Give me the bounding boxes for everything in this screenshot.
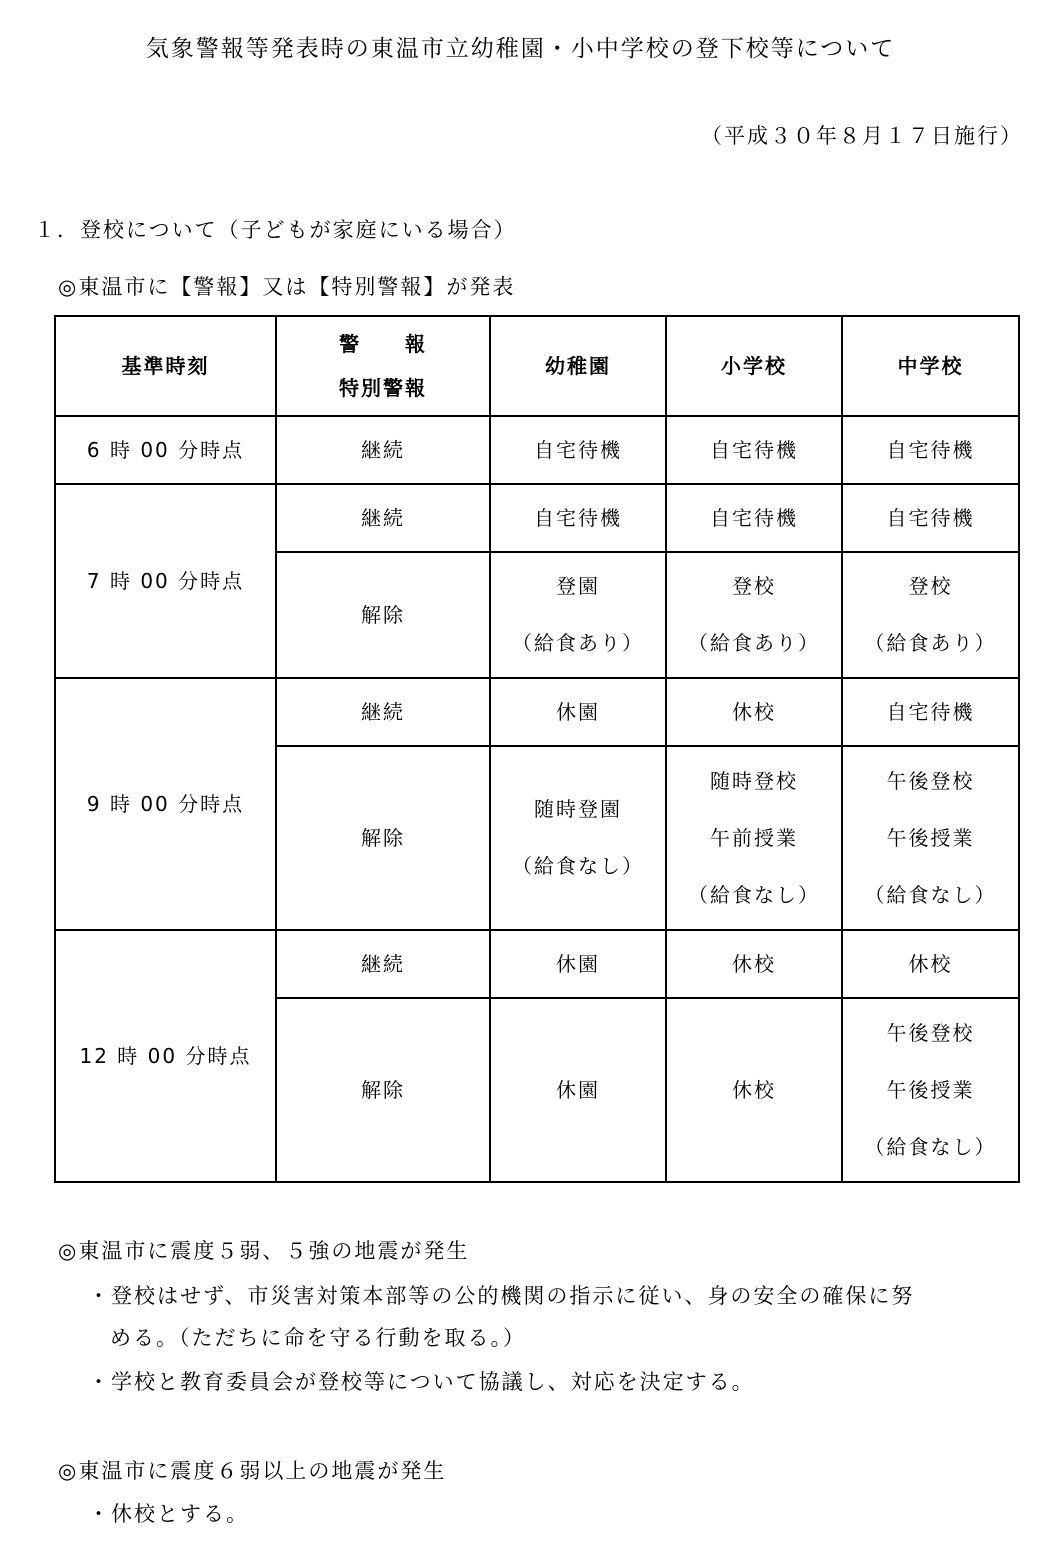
time-cell: 6 時 00 分時点 (55, 416, 276, 484)
elementary-cell: 自宅待機 (666, 416, 842, 484)
kindergarten-cell: 自宅待機 (490, 484, 666, 552)
cell-line: 随時登校 (710, 768, 798, 793)
cell-line: 午後授業 (886, 1077, 975, 1102)
cell-line: （給食あり） (512, 631, 644, 655)
status-cell: 解除 (276, 552, 490, 678)
elementary-cell: 休校 (666, 930, 842, 998)
cell-line: （給食あり） (864, 631, 997, 655)
section-heading: １．登校について（子どもが家庭にいる場合） (34, 218, 517, 242)
cell-line: 午後登校 (886, 1020, 975, 1045)
effective-date: （平成３０年８月１７日施行） (701, 124, 1023, 148)
cell-line: 随時登園 (534, 797, 622, 821)
earthquake6-heading: ◎東温市に震度６弱以上の地震が発生 (58, 1459, 447, 1483)
cell-line: 登園 (556, 574, 600, 598)
kindergarten-cell: 休園 (490, 930, 666, 998)
status-cell: 継続 (276, 930, 490, 998)
cell-line: 午前授業 (710, 825, 798, 850)
junior-high-cell (842, 998, 1019, 1182)
cell-line: 午後授業 (886, 825, 975, 850)
header-warning-line1: 警 報 (339, 332, 427, 356)
schedule-table (54, 315, 1020, 1183)
header-time: 基準時刻 (55, 316, 276, 416)
table-header-row (55, 316, 1019, 416)
cell-line: （給食なし） (688, 882, 820, 907)
header-warning (276, 316, 490, 416)
earthquake5-heading: ◎東温市に震度５弱、５強の地震が発生 (58, 1239, 470, 1263)
cell-line: （給食あり） (688, 631, 820, 655)
document-title: 気象警報等発表時の東温市立幼稚園・小中学校の登下校等について (145, 36, 896, 62)
elementary-cell: 休校 (666, 998, 842, 1182)
elementary-cell (666, 552, 842, 678)
header-elementary: 小学校 (666, 316, 842, 416)
kindergarten-cell: 休園 (490, 678, 666, 746)
header-warning-line2: 特別警報 (339, 376, 427, 400)
table-row (55, 678, 1019, 746)
earthquake5-bullet2: ・学校と教育委員会が登校等について協議し、対応を決定する。 (88, 1370, 755, 1394)
junior-high-cell: 自宅待機 (842, 678, 1019, 746)
cell-line: 午後登校 (886, 768, 975, 793)
kindergarten-cell (490, 552, 666, 678)
elementary-cell (666, 746, 842, 930)
junior-high-cell (842, 746, 1019, 930)
kindergarten-cell: 自宅待機 (490, 416, 666, 484)
table-row (55, 930, 1019, 998)
earthquake6-bullet1: ・休校とする。 (88, 1502, 249, 1526)
earthquake5-bullet1-line2: める。（ただちに命を守る行動を取る。） (110, 1326, 526, 1350)
table-row (55, 484, 1019, 552)
junior-high-cell: 休校 (842, 930, 1019, 998)
status-cell: 継続 (276, 416, 490, 484)
status-cell: 解除 (276, 746, 490, 930)
elementary-cell: 自宅待機 (666, 484, 842, 552)
status-cell: 継続 (276, 484, 490, 552)
cell-line: 登校 (732, 574, 776, 598)
warning-subheading: ◎東温市に【警報】又は【特別警報】が発表 (58, 275, 516, 299)
earthquake5-bullet1-line1: ・登校はせず、市災害対策本部等の公的機関の指示に従い、身の安全の確保に努 (88, 1284, 915, 1308)
junior-high-cell (842, 552, 1019, 678)
time-cell: 7 時 00 分時点 (55, 484, 276, 678)
elementary-cell: 休校 (666, 678, 842, 746)
kindergarten-cell (490, 746, 666, 930)
time-cell: 12 時 00 分時点 (55, 930, 276, 1182)
header-kindergarten: 幼稚園 (490, 316, 666, 416)
time-cell: 9 時 00 分時点 (55, 678, 276, 930)
cell-line: 登校 (908, 574, 953, 598)
table-row (55, 416, 1019, 484)
junior-high-cell: 自宅待機 (842, 484, 1019, 552)
kindergarten-cell: 休園 (490, 998, 666, 1182)
header-junior-high: 中学校 (842, 316, 1019, 416)
cell-line: （給食なし） (864, 882, 997, 907)
cell-line: （給食なし） (864, 1134, 997, 1159)
cell-line: （給食なし） (512, 854, 644, 878)
junior-high-cell: 自宅待機 (842, 416, 1019, 484)
status-cell: 解除 (276, 998, 490, 1182)
status-cell: 継続 (276, 678, 490, 746)
